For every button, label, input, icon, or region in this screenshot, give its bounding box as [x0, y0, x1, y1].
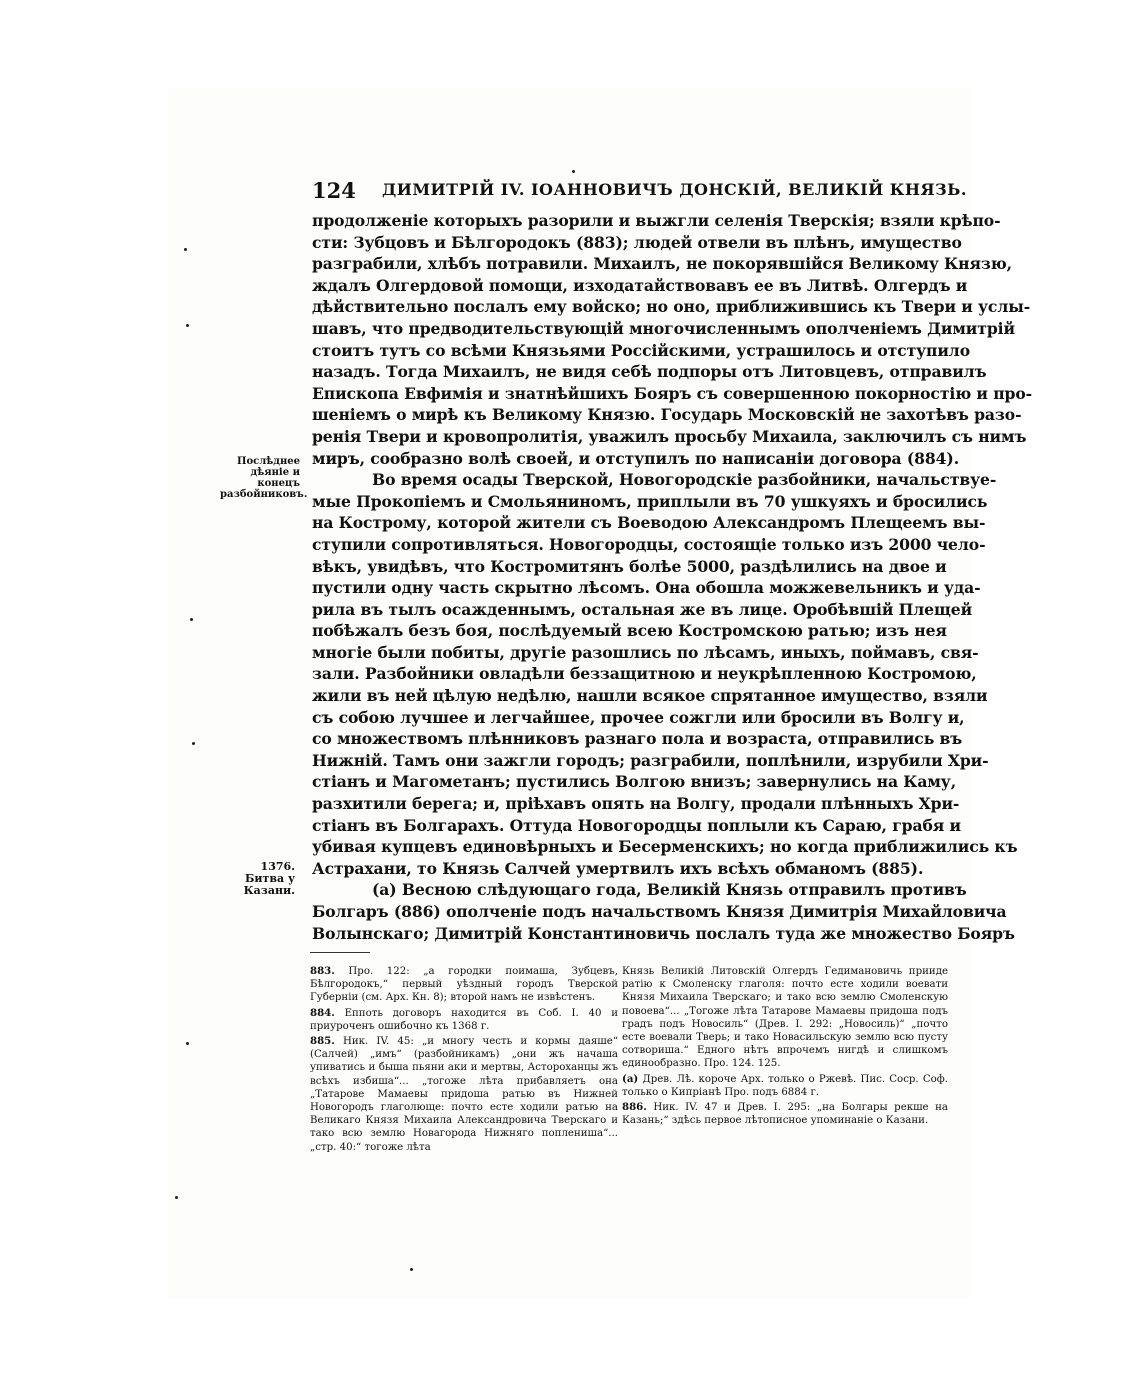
footnotes-right-column — [622, 965, 948, 1129]
footnote-text: Про. 122: „а городки поимаша, Зубцевъ, Бѣлгородокъ,“ первый уѣздный городъ Тверской Губерніи (см. Арх. Кн. 8); второй намъ не извѣстенъ. — [310, 966, 618, 1004]
footnote-text: Ник. IV. 45: „и многу честь и кормы даяше“ (Салчей) „имъ“ (разбойникамъ) „они жъ начаша упиватись и быша пьяни аки и мертвы, Астороханцы жъ всѣхъ избиша“... „тогоже лѣта прибавляетъ она „Татарове Мамаевы придоша ратью въ Нижней Новогородъ глаголюще: почто есте ходили ратью на Великаго Князя Михаила Александровича Тверскаго и тако всю землю Новагорода Нижняго поплениша“... „стр. 40:“ тогоже лѣта — [310, 1036, 618, 1153]
text-line: съ собою лучшее и легчайшее, прочее сожгли или бросили въ Волгу и, — [312, 707, 965, 727]
text-line: со множествомъ плѣнниковъ разнаго пола и возраста, отправились въ — [312, 729, 963, 749]
body-text — [312, 210, 1033, 944]
scan-speck — [192, 742, 195, 745]
text-line: дѣйствительно послалъ ему войско; но оно, приближившись къ Твери и услы- — [312, 297, 1031, 317]
text-line: миръ, сообразно волѣ своей, и отступилъ по написаніи договора (884). — [312, 448, 960, 468]
text-line: назадъ. Тогда Михаилъ, не видя себѣ подпоры отъ Литовцевъ, отправилъ — [312, 362, 987, 382]
footnote-divider — [310, 952, 370, 953]
footnote — [310, 965, 618, 1005]
running-title: ДИМИТРІЙ IV. ІОАННОВИЧЪ ДОНСКІЙ, ВЕЛИКІЙ КНЯЗЬ. — [382, 180, 967, 199]
side-note-battle — [220, 861, 295, 897]
footnote — [622, 1101, 948, 1127]
text-line: разграбили, хлѣбъ потравили. Михаилъ, не покорявшійся Великому Князю, — [312, 254, 1012, 274]
text-line: многіе были побиты, другіе разошлись по лѣсамъ, иныхъ, поймавъ, свя- — [312, 642, 979, 662]
text-line: шавъ, что предводительствующій многочисленнымъ ополченіемъ Димитрій — [312, 318, 1015, 338]
scan-speck — [184, 248, 187, 251]
scan-speck — [175, 1196, 178, 1199]
text-line: разхитили берега; и, пріѣхавъ опять на Волгу, продали плѣнныхъ Хри- — [312, 794, 960, 814]
footnote-number: 885. — [310, 1035, 335, 1048]
text-line: продолженіе которыхъ разорили и выжгли селенія Тверскія; взяли крѣпо- — [312, 211, 1001, 230]
text-line: жили въ ней цѣлую недѣлю, нашли всякое спрятанное имущество, взяли — [312, 686, 988, 706]
text-line: зали. Разбойники овладѣли беззащитною и неукрѣпленною Костромою, — [312, 664, 977, 684]
side-note-battle-label: Битва у Казани. — [243, 872, 295, 897]
text-line: Нижній. Тамъ они зажгли городъ; разграбили, поплѣнили, изрубили Хри- — [312, 750, 989, 770]
footnotes-left-column — [310, 965, 618, 1156]
footnote-number: 884. — [310, 1006, 335, 1019]
footnote-number: 886. — [622, 1101, 647, 1114]
text-line: мые Прокопіемъ и Смольяниномъ, приплыли въ 70 ушкуяхъ и бросились — [312, 491, 988, 511]
scan-speck — [190, 618, 193, 621]
text-line: на Кострому, которой жители съ Воеводою Александромъ Плещеемъ вы- — [312, 513, 986, 533]
footnote-text: Еппоть договоръ находится въ Соб. I. 40 и приуроченъ ошибочно къ 1368 г. — [310, 1007, 618, 1032]
text-line: пустили одну часть скрытно лѣсомъ. Она обошла можжевельникъ и уда- — [312, 578, 981, 598]
scan-speck — [186, 324, 189, 327]
text-line: Епископа Евфимія и знатнѣйшихъ Бояръ съ совершенною покорностію и про- — [312, 383, 1033, 403]
footnote-number: 883. — [310, 965, 335, 977]
text-line: шеніемъ о мирѣ къ Великому Князю. Государь Московскій не захотѣвъ разо- — [312, 405, 1022, 425]
text-line: ренія Твери и кровопролитія, уважилъ просьбу Михаила, заключилъ съ нимъ — [312, 426, 1027, 446]
text-line: сти: Зубцовъ и Бѣлгородокъ (883); людей отвели въ плѣнъ, имущество — [312, 232, 962, 252]
text-line: вѣкъ, увидѣвъ, что Костромитянъ болѣе 5000, раздѣлились на двое и — [312, 556, 947, 576]
text-line: ступили сопротивляться. Новогородцы, состоящіе только изъ 2000 чело- — [312, 534, 986, 554]
footnote-text: Ник. IV. 47 и Древ. I. 295: „на Болгары рекше на Казань;“ здѣсь первое лѣтописное упоминаніе о Казани. — [622, 1102, 948, 1127]
scan-speck — [410, 1268, 413, 1271]
footnote-text: Князь Великій Литовскій Олгердъ Гедимановичь прииде ратію к Смоленску глаголя: почто есте ходили воевати Князя Михаила Тверскаго; и тако всю землю Смоленскую повоева“... „Тогоже лѣта Татарове Мамаевы придоша подъ градъ подъ Новосиль“ (Древ. I. 292: „Новосиль)“ „почто есте воевали Тверь; и тако Новасильскую землю всю пусту сотвориша.“ Едного нѣтъ впрочемъ нигдѣ и слишкомъ единообразно. Про. 124. 125. — [622, 966, 948, 1070]
text-line: стіанъ и Магометанъ; пустились Волгою внизъ; завернулись на Каму, — [312, 772, 957, 792]
text-line: стіанъ въ Болгарахъ. Оттуда Новогородцы поплыли къ Сараю, грабя и — [312, 815, 961, 835]
scan-speck — [186, 1042, 189, 1045]
side-note-year: 1376. — [260, 860, 295, 873]
footnote — [310, 1007, 618, 1033]
text-line: рила въ тылъ осажденнымъ, остальная же въ лице. Оробѣвшій Плещей — [312, 599, 973, 619]
footnote-number: (а) — [622, 1072, 639, 1085]
text-line: Астрахани, то Князь Салчей умертвилъ ихъ всѣхъ обманомъ (885). — [312, 858, 924, 878]
scan-speck — [572, 170, 575, 173]
footnote — [622, 1073, 948, 1099]
text-line: Волынскаго; Димитрій Константиновичь послалъ туда же множество Бояръ — [312, 923, 1015, 943]
text-line: убивая купцевъ единовѣрныхъ и Бесерменскихъ; но когда приближились къ — [312, 837, 1018, 857]
text-line: Болгаръ (886) ополченіе подъ начальствомъ Князя Димитрія Михайловича — [312, 902, 1007, 921]
footnote-text: Древ. Лѣ. короче Арх. только о Ржевѣ. Пис. Соср. Соф. только о Кипріанѣ Про. подъ 6884 г. — [622, 1073, 948, 1098]
text-line: Во время осады Тверской, Новогородскіе разбойники, начальствуе- — [372, 470, 997, 490]
text-line: (а) Весною слѣдующаго года, Великій Князь отправилъ противъ — [372, 880, 967, 900]
page-number: 124 — [312, 178, 356, 203]
footnote — [622, 965, 948, 1071]
text-line: побѣжалъ безъ боя, послѣдуемый всею Костромскою ратью; изъ нея — [312, 621, 947, 641]
side-note-last-acts: Послѣднее дѣяніе и конецъ разбойниковъ. — [220, 456, 308, 500]
footnote — [310, 1035, 618, 1154]
text-line: стоитъ тутъ со всѣми Князьями Россійскими, устрашилось и отступило — [312, 340, 970, 360]
text-line: ждалъ Олгердовой помощи, изходатайствовавъ ее въ Литвѣ. Олгердъ и — [312, 275, 968, 295]
page-header — [312, 178, 967, 204]
